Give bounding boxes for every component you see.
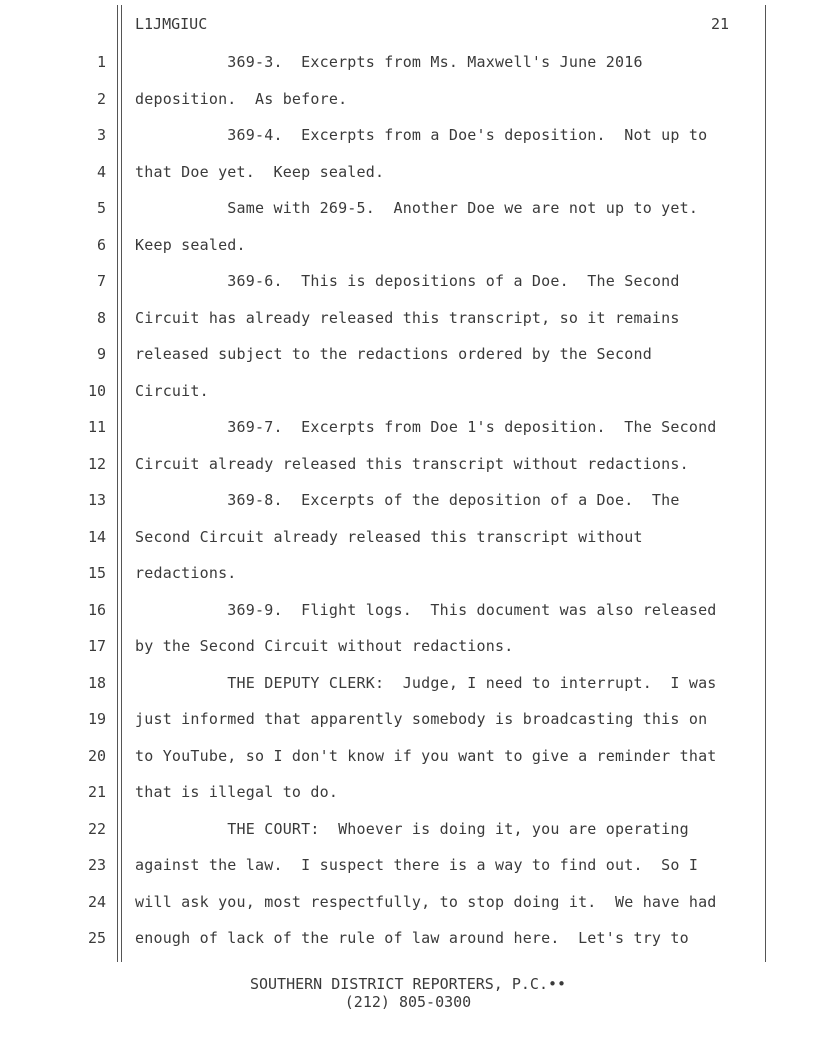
line-number: 9 <box>96 345 106 363</box>
line-text: just informed that apparently somebody is broadcasting this on <box>135 710 708 728</box>
line-number: 24 <box>87 892 106 911</box>
line-text: Same with 269-5. Another Doe we are not up to yet. <box>135 199 699 217</box>
transcript-line <box>0 270 816 307</box>
line-text: to YouTube, so I don't know if you want to give a reminder that <box>135 746 717 765</box>
transcript-line <box>0 891 816 928</box>
transcript-line <box>0 781 816 818</box>
line-number: 21 <box>87 783 106 801</box>
transcript-line <box>0 526 816 563</box>
line-number: 17 <box>87 637 106 655</box>
line-number: 22 <box>87 819 106 838</box>
line-text: Circuit already released this transcript without redactions. <box>135 454 689 473</box>
line-text: 369-8. Excerpts of the deposition of a Doe. The <box>135 491 680 509</box>
line-text: Second Circuit already released this transcript without <box>135 527 643 546</box>
line-number: 19 <box>87 710 106 728</box>
transcript-line <box>0 635 816 672</box>
line-text: deposition. As before. <box>135 89 348 108</box>
line-number: 2 <box>96 89 106 108</box>
reporter-name: SOUTHERN DISTRICT REPORTERS, P.C.•• <box>249 975 567 993</box>
line-number: 23 <box>87 856 106 874</box>
line-number: 15 <box>87 564 106 582</box>
transcript-line <box>0 416 816 453</box>
transcript-line <box>0 197 816 234</box>
line-number: 14 <box>87 527 106 546</box>
transcript-line <box>0 453 816 490</box>
line-number: 18 <box>87 673 106 692</box>
line-text: 369-4. Excerpts from a Doe's deposition. Not up to <box>135 126 708 144</box>
line-number: 5 <box>96 199 106 217</box>
transcript-line <box>0 161 816 198</box>
line-text: Circuit. <box>135 381 209 400</box>
line-text: against the law. I suspect there is a way to find out. So I <box>135 856 699 874</box>
transcript-line <box>0 562 816 599</box>
transcript-line <box>0 234 816 271</box>
line-text: 369-3. Excerpts from Ms. Maxwell's June 2016 <box>135 53 643 71</box>
line-number: 16 <box>87 600 106 619</box>
reporter-phone: (212) 805-0300 <box>344 993 472 1011</box>
transcript-line <box>0 489 816 526</box>
line-text: that Doe yet. Keep sealed. <box>135 162 385 181</box>
transcript-line <box>0 854 816 891</box>
line-text: Circuit has already released this transcript, so it remains <box>135 308 680 327</box>
line-text: 369-6. This is depositions of a Doe. The Second <box>135 272 680 290</box>
transcript-line <box>0 708 816 745</box>
line-text: THE DEPUTY CLERK: Judge, I need to interrupt. I was <box>135 673 717 692</box>
line-number: 1 <box>96 53 106 71</box>
line-text: will ask you, most respectfully, to stop doing it. We have had <box>135 892 717 911</box>
line-text: that is illegal to do. <box>135 783 339 801</box>
transcript-line <box>0 599 816 636</box>
transcript-line <box>0 343 816 380</box>
line-text: 369-9. Flight logs. This document was also released <box>135 600 717 619</box>
transcript-line <box>0 307 816 344</box>
line-text: 369-7. Excerpts from Doe 1's deposition. The Second <box>135 418 717 436</box>
line-text: Keep sealed. <box>135 235 246 254</box>
line-text: THE COURT: Whoever is doing it, you are operating <box>135 819 689 838</box>
transcript-line <box>0 88 816 125</box>
page-header <box>135 14 729 34</box>
line-number: 11 <box>87 418 106 436</box>
transcript-line <box>0 927 816 964</box>
transcript-line <box>0 380 816 417</box>
line-text: enough of lack of the rule of law around here. Let's try to <box>135 929 689 947</box>
line-number: 8 <box>96 308 106 327</box>
transcript-line <box>0 124 816 161</box>
line-text: redactions. <box>135 564 237 582</box>
line-number: 6 <box>96 235 106 254</box>
transcript-line <box>0 51 816 88</box>
page-footer <box>0 975 816 1011</box>
page-number: 21 <box>710 15 729 33</box>
line-number: 7 <box>96 272 106 290</box>
transcript-line <box>0 672 816 709</box>
line-number: 13 <box>87 491 106 509</box>
line-number: 3 <box>96 126 106 144</box>
case-id: L1JMGIUC <box>135 15 208 33</box>
line-text: released subject to the redactions ordered by the Second <box>135 345 652 363</box>
transcript-line <box>0 745 816 782</box>
line-number: 10 <box>87 381 106 400</box>
transcript-line <box>0 818 816 855</box>
line-number: 20 <box>87 746 106 765</box>
line-number: 4 <box>96 162 106 181</box>
transcript-body <box>0 51 816 964</box>
line-text: by the Second Circuit without redactions. <box>135 637 514 655</box>
line-number: 12 <box>87 454 106 473</box>
line-number: 25 <box>87 929 106 947</box>
